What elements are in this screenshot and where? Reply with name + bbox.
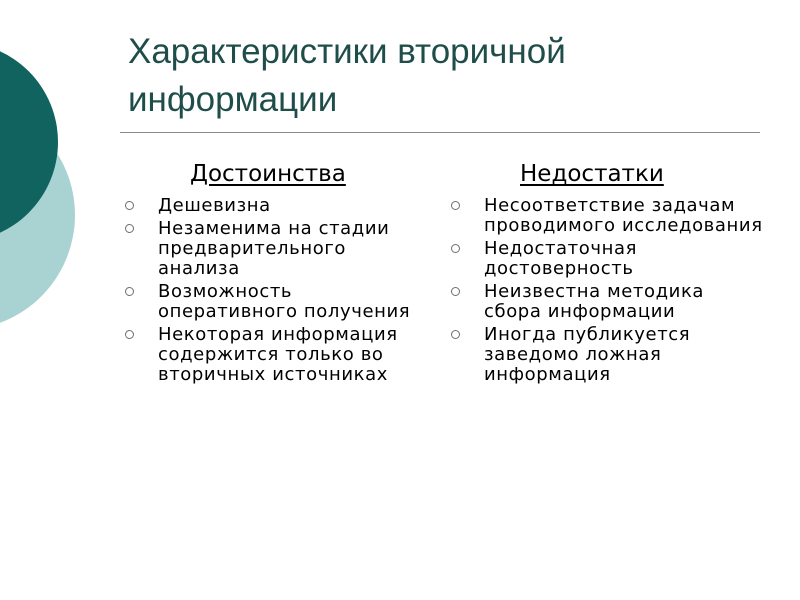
list-item-text: Дешевизна bbox=[158, 195, 271, 216]
advantages-heading: Достоинства bbox=[190, 161, 346, 187]
circle-bullet-icon bbox=[125, 330, 134, 339]
circle-bullet-icon bbox=[125, 287, 134, 296]
circle-bullet-icon bbox=[125, 201, 134, 210]
circle-bullet-icon bbox=[451, 287, 460, 296]
circle-bullet-icon bbox=[451, 201, 460, 210]
list-item bbox=[446, 239, 766, 279]
list-item-text: Несоответствие задачам проводимого исследования bbox=[484, 195, 763, 236]
list-item-text: Возможность оперативного получения bbox=[158, 281, 411, 322]
list-item-text: Иногда публикуется заведомо ложная информация bbox=[484, 324, 691, 385]
list-item bbox=[446, 196, 766, 236]
list-item-text: Неизвестна методика сбора информации bbox=[484, 281, 705, 322]
list-item-text: Недостаточная достоверность bbox=[484, 238, 638, 279]
list-item-text: Некоторая информация содержится только во вторичных источниках bbox=[158, 324, 398, 385]
list-item-text: Незаменима на стадии предварительного анализа bbox=[158, 218, 390, 279]
list-item bbox=[120, 196, 430, 216]
advantages-list bbox=[120, 196, 430, 385]
list-item bbox=[446, 282, 766, 322]
disadvantages-list bbox=[446, 196, 766, 385]
list-item bbox=[446, 325, 766, 385]
list-item bbox=[120, 282, 430, 322]
disadvantages-column bbox=[446, 158, 766, 388]
circle-bullet-icon bbox=[451, 330, 460, 339]
list-item bbox=[120, 325, 430, 385]
circle-bullet-icon bbox=[451, 244, 460, 253]
list-item bbox=[120, 219, 430, 279]
advantages-column bbox=[120, 158, 430, 388]
title-divider bbox=[120, 132, 760, 133]
disadvantages-heading: Недостатки bbox=[520, 161, 664, 187]
slide-title: Характеристики вторичной информации bbox=[128, 32, 566, 119]
circle-bullet-icon bbox=[125, 224, 134, 233]
